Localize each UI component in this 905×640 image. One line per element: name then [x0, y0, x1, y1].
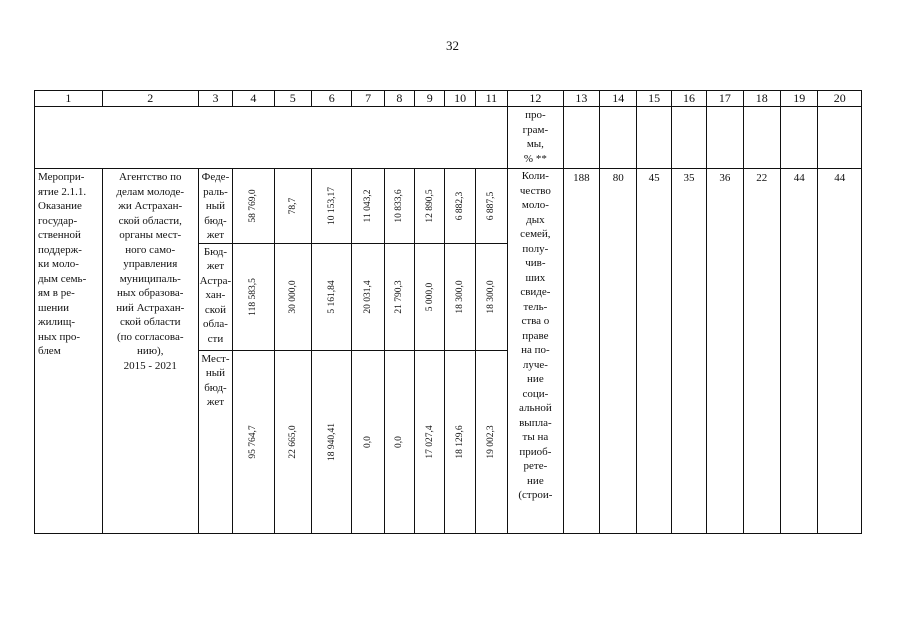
value-text: 5 161,84 [326, 279, 337, 314]
funding-source-cell: Феде- раль- ный бюд- жет [198, 169, 232, 244]
column-header: 10 [445, 91, 475, 107]
value-cell [415, 350, 445, 533]
value-cell [233, 243, 274, 350]
column-header: 18 [743, 91, 780, 107]
target-value-cell: 44 [781, 169, 818, 534]
value-text: 18 940,41 [326, 422, 337, 461]
column-header-row [35, 91, 862, 107]
empty-cell [818, 107, 862, 169]
value-text: 12 890,5 [424, 189, 435, 223]
value-cell [233, 350, 274, 533]
value-text: 21 790,3 [394, 279, 405, 314]
column-header: 9 [415, 91, 445, 107]
column-header: 11 [475, 91, 507, 107]
value-text: 95 764,7 [248, 424, 259, 459]
target-value-cell: 35 [671, 169, 706, 534]
empty-cell [781, 107, 818, 169]
funding-source-cell: Бюд- жет Астра- хан- ской обла- сти [198, 243, 232, 350]
target-value-cell: 45 [637, 169, 671, 534]
column-header: 17 [707, 91, 743, 107]
column-header: 16 [671, 91, 706, 107]
value-cell [311, 350, 351, 533]
column-header: 14 [600, 91, 637, 107]
page-number: 32 [446, 38, 459, 53]
value-text: 0,0 [363, 435, 374, 448]
column-header: 15 [637, 91, 671, 107]
empty-cell [563, 107, 599, 169]
value-text: 5 000,0 [424, 282, 435, 311]
column-header: 12 [508, 91, 564, 107]
value-cell [445, 350, 475, 533]
value-cell [274, 350, 311, 533]
value-cell [445, 243, 475, 350]
continuation-row [35, 107, 862, 169]
column-header: 19 [781, 91, 818, 107]
continuation-indicator-cell: про- грам- мы, % ** [508, 107, 564, 169]
value-text: 30 000,0 [287, 279, 298, 314]
measure-cell: Меропри- ятие 2.1.1. Оказание государ- ственной поддерж- ки моло- дым семь- ям в ре- шении жилищ- ных про- блем [35, 169, 103, 534]
column-header: 7 [352, 91, 384, 107]
value-cell [352, 350, 384, 533]
value-text: 11 043,2 [363, 189, 374, 223]
target-value-cell: 80 [600, 169, 637, 534]
value-text: 58 769,0 [248, 189, 259, 223]
column-header: 6 [311, 91, 351, 107]
value-cell [475, 169, 507, 244]
value-cell [475, 243, 507, 350]
value-text: 0,0 [394, 435, 405, 448]
value-cell [384, 350, 414, 533]
value-text: 10 833,6 [394, 189, 405, 223]
target-value-cell: 44 [818, 169, 862, 534]
column-header: 3 [198, 91, 232, 107]
value-cell [445, 169, 475, 244]
empty-cell [600, 107, 637, 169]
value-cell [274, 243, 311, 350]
column-header: 20 [818, 91, 862, 107]
value-text: 18 129,6 [455, 424, 466, 459]
column-header: 2 [102, 91, 198, 107]
value-text: 78,7 [287, 197, 298, 215]
funding-source-cell: Мест- ный бюд- жет [198, 350, 232, 533]
executor-cell: Агентство по делам молоде- жи Астрахан- ской области, органы мест- ного само- управления муниципаль- ных образова- ний Астрахан- ской области (по согласова- нию), 2015 - 2021 [102, 169, 198, 534]
budget-table [34, 90, 862, 534]
value-cell [274, 169, 311, 244]
value-text: 18 300,0 [486, 279, 497, 314]
empty-cell [743, 107, 780, 169]
target-value-cell: 188 [563, 169, 599, 534]
value-cell [475, 350, 507, 533]
column-header: 5 [274, 91, 311, 107]
empty-cell [671, 107, 706, 169]
value-text: 6 882,3 [455, 191, 466, 220]
value-text: 17 027,4 [424, 424, 435, 459]
value-text: 6 887,5 [486, 191, 497, 220]
value-text: 22 665,0 [287, 424, 298, 459]
value-cell [311, 243, 351, 350]
value-cell [384, 243, 414, 350]
value-cell [415, 243, 445, 350]
federal-budget-row [35, 169, 862, 244]
column-header: 1 [35, 91, 103, 107]
column-header: 8 [384, 91, 414, 107]
value-cell [311, 169, 351, 244]
indicator-cell: Коли- чество моло- дых семей, полу- чив- ших свиде- тель- ства о праве на по- луче- ние соци- альной выпла- ты на приоб- рете- ние (строи- [508, 169, 564, 534]
value-text: 118 583,5 [248, 277, 259, 316]
value-text: 18 300,0 [455, 279, 466, 314]
column-header: 4 [233, 91, 274, 107]
value-cell [415, 169, 445, 244]
value-cell [384, 169, 414, 244]
continuation-blank-cell [35, 107, 508, 169]
value-text: 20 031,4 [363, 279, 374, 314]
value-cell [352, 169, 384, 244]
value-cell [233, 169, 274, 244]
target-value-cell: 22 [743, 169, 780, 534]
target-value-cell: 36 [707, 169, 743, 534]
value-cell [352, 243, 384, 350]
empty-cell [637, 107, 671, 169]
value-text: 19 002,3 [486, 424, 497, 459]
empty-cell [707, 107, 743, 169]
column-header: 13 [563, 91, 599, 107]
value-text: 10 153,17 [326, 186, 337, 225]
